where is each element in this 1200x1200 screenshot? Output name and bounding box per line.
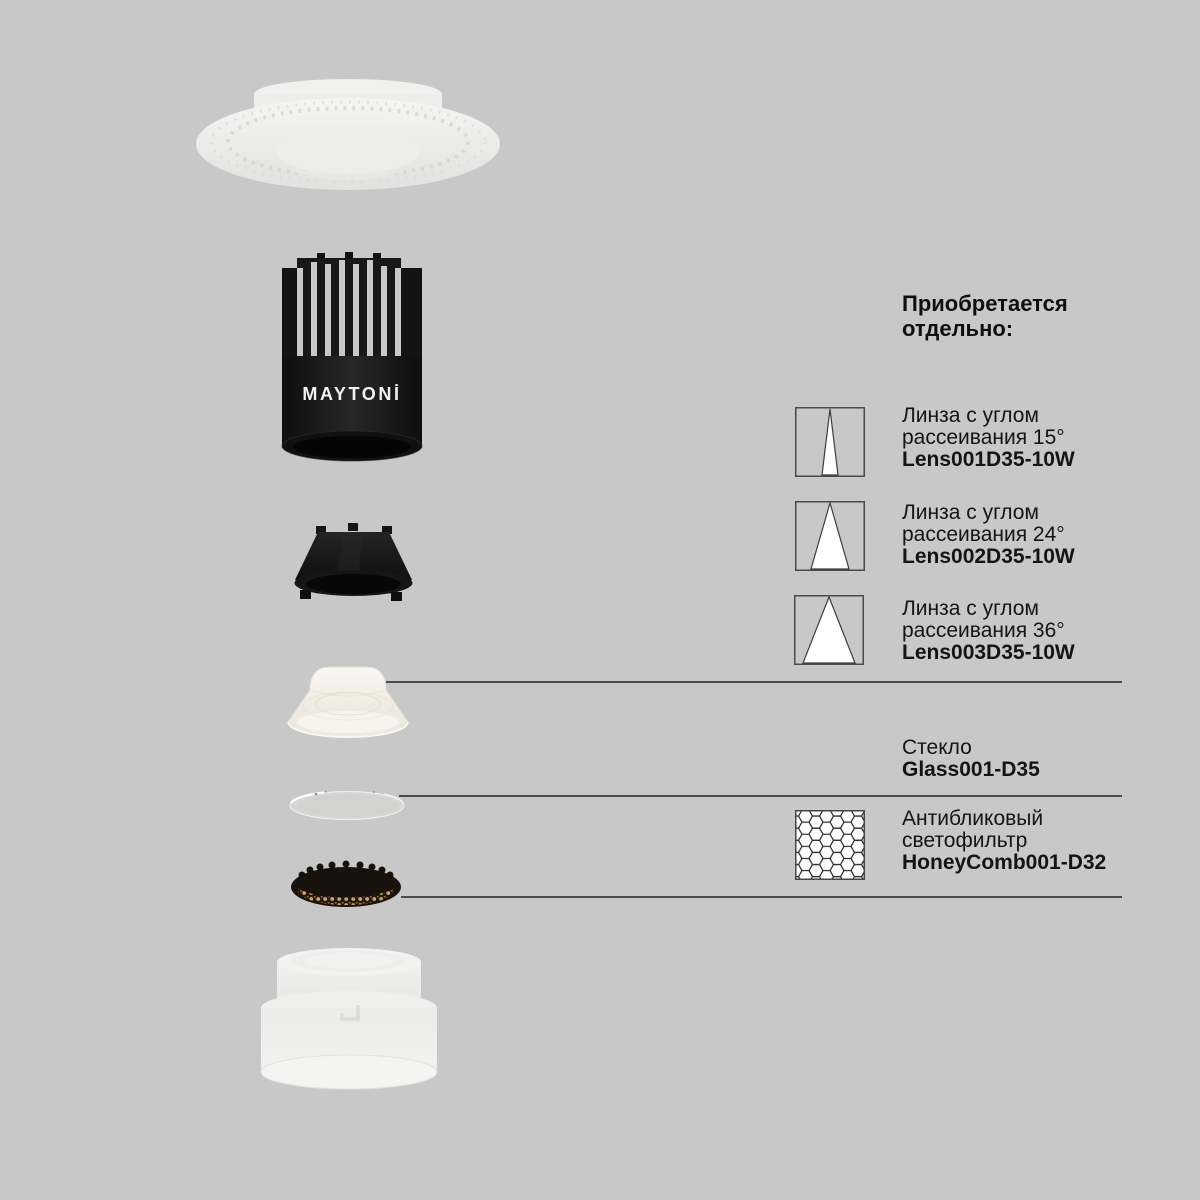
accessory-label-lens36 — [902, 598, 1075, 664]
accessory-code: HoneyComb001-D32 — [902, 851, 1107, 874]
accessory-text: Линза с углом — [902, 597, 1039, 620]
accessory-label-lens24 — [902, 502, 1075, 568]
accessory-text: рассеивания 15° — [902, 426, 1065, 449]
mounting-ring-image — [190, 76, 505, 201]
accessory-text: Стекло — [902, 736, 972, 759]
accessory-code: Lens002D35-10W — [902, 545, 1075, 568]
section-title: Приобретается отдельно: — [902, 291, 1068, 341]
brand-logo: MAYTONİ — [302, 384, 402, 404]
leader-line-glass — [399, 795, 1122, 797]
accessory-text: Линза с углом — [902, 404, 1039, 427]
accessory-text: Линза с углом — [902, 501, 1039, 524]
glass-disc-image — [286, 786, 408, 830]
reflector-image — [288, 520, 423, 612]
leader-line-lens — [386, 681, 1122, 683]
accessory-label-lens15 — [902, 405, 1075, 471]
accessory-code: Glass001-D35 — [902, 758, 1040, 781]
lens-beam-15-icon — [795, 407, 865, 477]
accessory-text: Антибликовый — [902, 807, 1044, 830]
accessory-code: Lens001D35-10W — [902, 448, 1075, 471]
accessory-text: светофильтр — [902, 829, 1028, 852]
honeycomb-icon — [795, 810, 865, 880]
honeycomb-filter-image — [288, 860, 404, 916]
adapter-base-image — [258, 944, 443, 1094]
leader-line-honeycomb — [401, 896, 1122, 898]
accessory-text: рассеивания 36° — [902, 619, 1065, 642]
accessory-label-glass — [902, 737, 1040, 781]
lens-beam-24-icon — [795, 501, 865, 571]
clear-lens-image — [280, 660, 420, 752]
accessory-label-honeycomb — [902, 808, 1106, 874]
accessory-code: Lens003D35-10W — [902, 641, 1075, 664]
accessory-text: рассеивания 24° — [902, 523, 1065, 546]
lens-beam-36-icon — [794, 595, 864, 665]
led-module-image — [280, 252, 424, 472]
